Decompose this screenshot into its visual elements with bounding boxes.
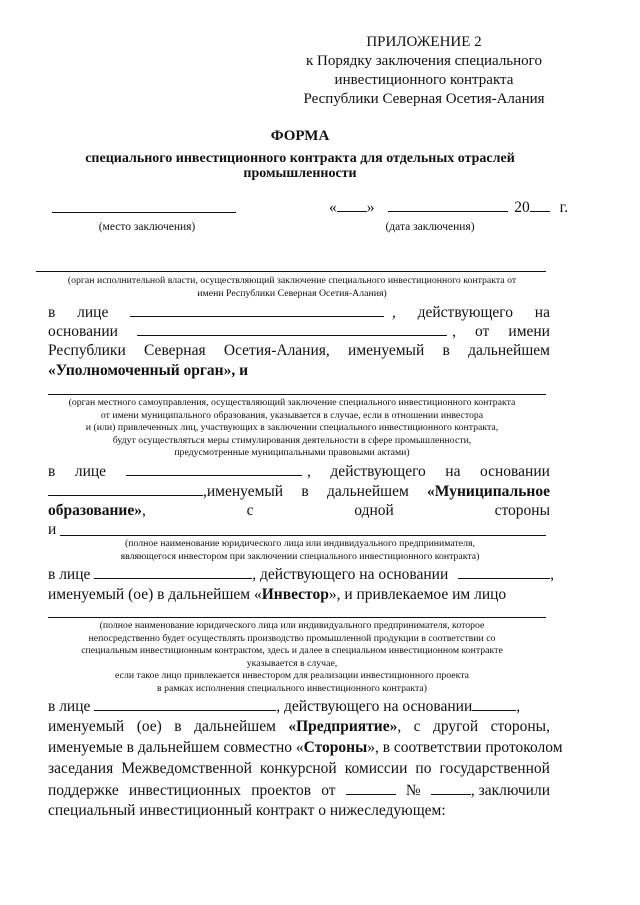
- municipal-representative-field[interactable]: [126, 462, 302, 476]
- date-row: « » 20 г.: [329, 199, 569, 216]
- authority-note: (орган исполнительной власти, осуществляющий заключение специального инвестиционного контракта от имени Республики Северная Осетия-Алания): [67, 275, 517, 299]
- municipal-row-3: образование», с одной стороны: [48, 502, 550, 519]
- investor-note: (полное наименование юридического лица или индивидуального предпринимателя, являющегося инвестором при заключении специального инвестиционного контракта): [120, 538, 480, 562]
- appendix-line: инвестиционного контракта: [334, 72, 514, 88]
- enterprise-representative-field[interactable]: [94, 697, 276, 711]
- protocol-date-field[interactable]: [346, 781, 396, 795]
- municipal-row-2: ,именуемый в дальнейшем «Муниципальное: [48, 482, 550, 501]
- enterprise-row-4: заседания Межведомственной конкурсной комиссии по государственной: [48, 760, 550, 777]
- authority-row-1: в лице , действующего на: [48, 304, 550, 321]
- date-label: (дата заключения): [385, 221, 475, 233]
- form-title: ФОРМА: [270, 128, 330, 144]
- investor-basis-field[interactable]: [458, 565, 550, 579]
- municipal-basis-field[interactable]: [48, 482, 203, 496]
- date-day-field[interactable]: [337, 198, 367, 212]
- protocol-number-field[interactable]: [431, 781, 471, 795]
- authority-name-line: [36, 271, 546, 272]
- form-subtitle-line1: специального инвестиционного контракта для отдельных отраслей: [85, 151, 515, 166]
- date-month-field[interactable]: [388, 198, 508, 212]
- municipal-row-1: в лице , действующего на основании: [48, 463, 550, 480]
- enterprise-row-3: именуемые в дальнейшем совместно «Стороны», в соответствии протоколом: [48, 739, 563, 756]
- date-year-field[interactable]: [530, 198, 550, 212]
- investor-row-2: именуемый (ое) в дальнейшем «Инвестор», и привлекаемое им лицо: [48, 586, 507, 603]
- enterprise-name-line: [48, 617, 546, 618]
- appendix-line: к Порядку заключения специального: [306, 53, 542, 69]
- authority-row-3: Республики Северная Осетия-Алания, именуемый в дальнейшем: [48, 342, 550, 359]
- enterprise-basis-field[interactable]: [472, 697, 516, 711]
- enterprise-note: (полное наименование юридического лица или индивидуального предпринимателя, которое непосредственно будет осуществлять производство промышленной продукции в соответствии со специальным инвестиционным контрактом, здесь и далее в специальном инвестиционном контракте указывается в случае, если такое лицо привлекается инвестором для реализации инвестиционного проекта в рамках исполнения специального инвестиционного контракта): [81, 620, 503, 694]
- form-subtitle-line2: промышленности: [243, 166, 357, 181]
- municipal-row-4: и: [48, 521, 57, 538]
- authority-representative-field[interactable]: [130, 303, 384, 317]
- municipal-name-line: [48, 394, 546, 395]
- enterprise-row-1: в лице , действующего на основании ,: [48, 698, 521, 715]
- appendix-block: [300, 33, 548, 109]
- investor-name-line: [60, 535, 546, 536]
- enterprise-row-5: поддержке инвестиционных проектов от № , заключили: [48, 782, 550, 799]
- appendix-title: ПРИЛОЖЕНИЕ 2: [366, 34, 482, 50]
- enterprise-row-2: именуемый (ое) в дальнейшем «Предприятие», с другой стороны,: [48, 718, 550, 735]
- investor-representative-field[interactable]: [94, 565, 252, 579]
- authority-basis-field[interactable]: [137, 322, 447, 336]
- enterprise-row-6: специальный инвестиционный контракт о нижеследующем:: [48, 802, 446, 819]
- authority-row-2: основании , от имени: [48, 323, 550, 340]
- place-field-line: [52, 212, 236, 213]
- municipal-note: (орган местного самоуправления, осуществляющий заключение специального инвестиционного контракта от имени муниципального образования, указывается в случае, если в отношении инвестора и (или) привлеченных лиц, участвующих в заключении специального инвестиционного контракта, будут осуществляться меры стимулирования деятельности в сфере промышленности, предусмотренные муниципальными правовыми актами): [68, 397, 516, 459]
- appendix-line: Республики Северная Осетия-Алания: [303, 91, 545, 107]
- investor-row-1: в лице , действующего на основании ,: [48, 566, 555, 583]
- place-label: (место заключения): [98, 221, 196, 233]
- authority-row-4: «Уполномоченный орган», и: [48, 362, 249, 379]
